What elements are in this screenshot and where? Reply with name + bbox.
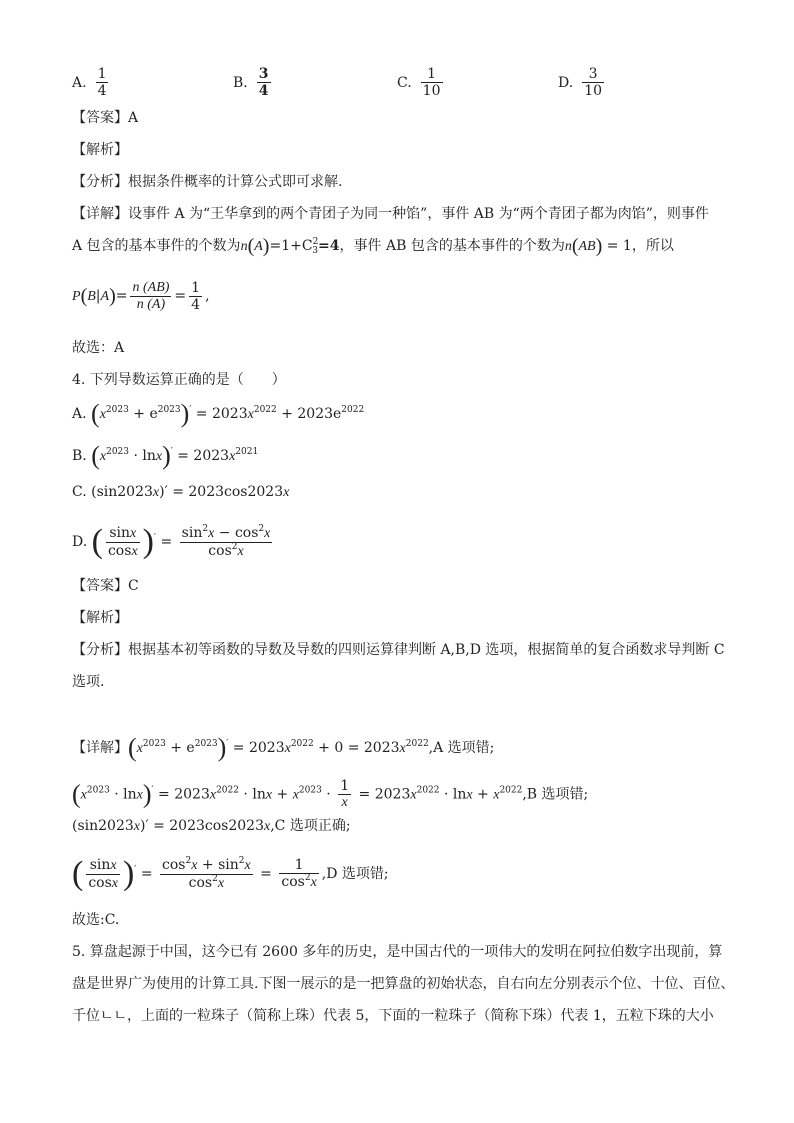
detail-d: ( $\frac{\sin x}{\cos x}$ )′ = $\frac{\cos^2x + \sin^2x}{\cos^2x}$ = $\frac{1}{\cos^2x}$ ,D 选项错;: [72, 855, 389, 892]
fraction: $\frac{3}{10}$: [584, 66, 603, 99]
answer-tag: 【答案】A: [72, 110, 139, 126]
formula: n: [240, 239, 248, 254]
answer-tag: 【答案】C: [72, 578, 139, 594]
detail-b: $(x^{2023} \cdot \ln x)' = 2023x^{2022} \cdot \ln x + x^{2023}$ · $\frac{1}{x}$ = $2023x^{2022} \cdot \ln x + x^{2022},B$ 选项错;: [72, 778, 589, 810]
fraction: $\frac{1}{4}$: [97, 66, 107, 99]
option-a: A. $(x^{2023} + e^{2023})' = 2023x^{2022} + 2023e^{2022}$: [72, 399, 365, 428]
detail-text: 【详解】设事件 A 为“王华拿到的两个青团子为同一种馅”，事件 AB 为“两个青团子都为肉馅”，则事件: [72, 206, 709, 222]
probability-formula: P(B|A)= $\frac{n (AB)}{n (A)}$ = $\frac{1}{4}$ ,: [72, 279, 210, 313]
option-label: B.: [233, 74, 248, 91]
option-c: C. (sin2023x)′ = 2023cos2023x: [72, 484, 290, 500]
fraction: $\frac{3}{4}$: [258, 66, 269, 99]
option-b: [233, 66, 274, 99]
fraction: $\frac{1}{10}$: [422, 66, 441, 99]
analysis-tag: 【解析】: [72, 610, 128, 626]
question-5-line-3: 千位ㄴㄴ，上面的一粒珠子（简称上珠）代表 5，下面的一粒珠子（简称下珠）代表 1，五粒下珠的大小: [72, 1008, 714, 1024]
analysis-text-2: 选项.: [72, 674, 105, 690]
option-d: [558, 66, 607, 99]
option-label: C.: [397, 74, 412, 91]
conclusion: 故选:C.: [72, 912, 120, 928]
analysis-text: 【分析】根据基本初等函数的导数及导数的四则运算律判断 A,B,D 选项，根据简单的复合函数求导判断 C: [72, 642, 725, 658]
option-b: B. $(x^{2023} \cdot \ln x)' = 2023x^{2021}$: [72, 441, 259, 470]
analysis-text: 【分析】根据条件概率的计算公式即可求解.: [72, 174, 343, 190]
detail-a: 【详解】$(x^{2023} + e^{2023})' = 2023x^{2022} + 0 = 2023x^{2022},A$ 选项错;: [72, 733, 495, 762]
option-c: [397, 66, 446, 99]
question-5-line-2: 盘是世界广为使用的计算工具.下图一展示的是一把算盘的初始状态，自右向左分别表示个位、十位、百位、: [72, 976, 735, 992]
question-stem: 4. 下列导数运算正确的是（ ）: [72, 372, 286, 388]
detail-c: (sin2023x)′ = 2023cos2023x,C 选项正确;: [72, 818, 351, 834]
option-d: D. ( $\frac{\sin x}{\cos x}$ )′ = $\frac{\sin^2x - \cos^2x}{\cos^2x}$: [72, 523, 271, 560]
option-label: D.: [558, 74, 574, 91]
option-label: A.: [72, 74, 87, 91]
question-5-line-1: 5. 算盘起源于中国，这今已有 2600 多年的历史，是中国古代的一项伟大的发明在阿拉伯数字出现前，算: [72, 944, 723, 960]
conclusion: 故选：A: [72, 340, 125, 356]
formula: n: [564, 239, 572, 254]
option-a: [72, 66, 111, 99]
detail-text-2: A 包含的基本事件的个数为$n(A)=1+C^2_3=4$，事件 AB 包含的基本事件的个数为n(AB) = 1，所以: [72, 235, 674, 257]
analysis-tag: 【解析】: [72, 142, 128, 158]
